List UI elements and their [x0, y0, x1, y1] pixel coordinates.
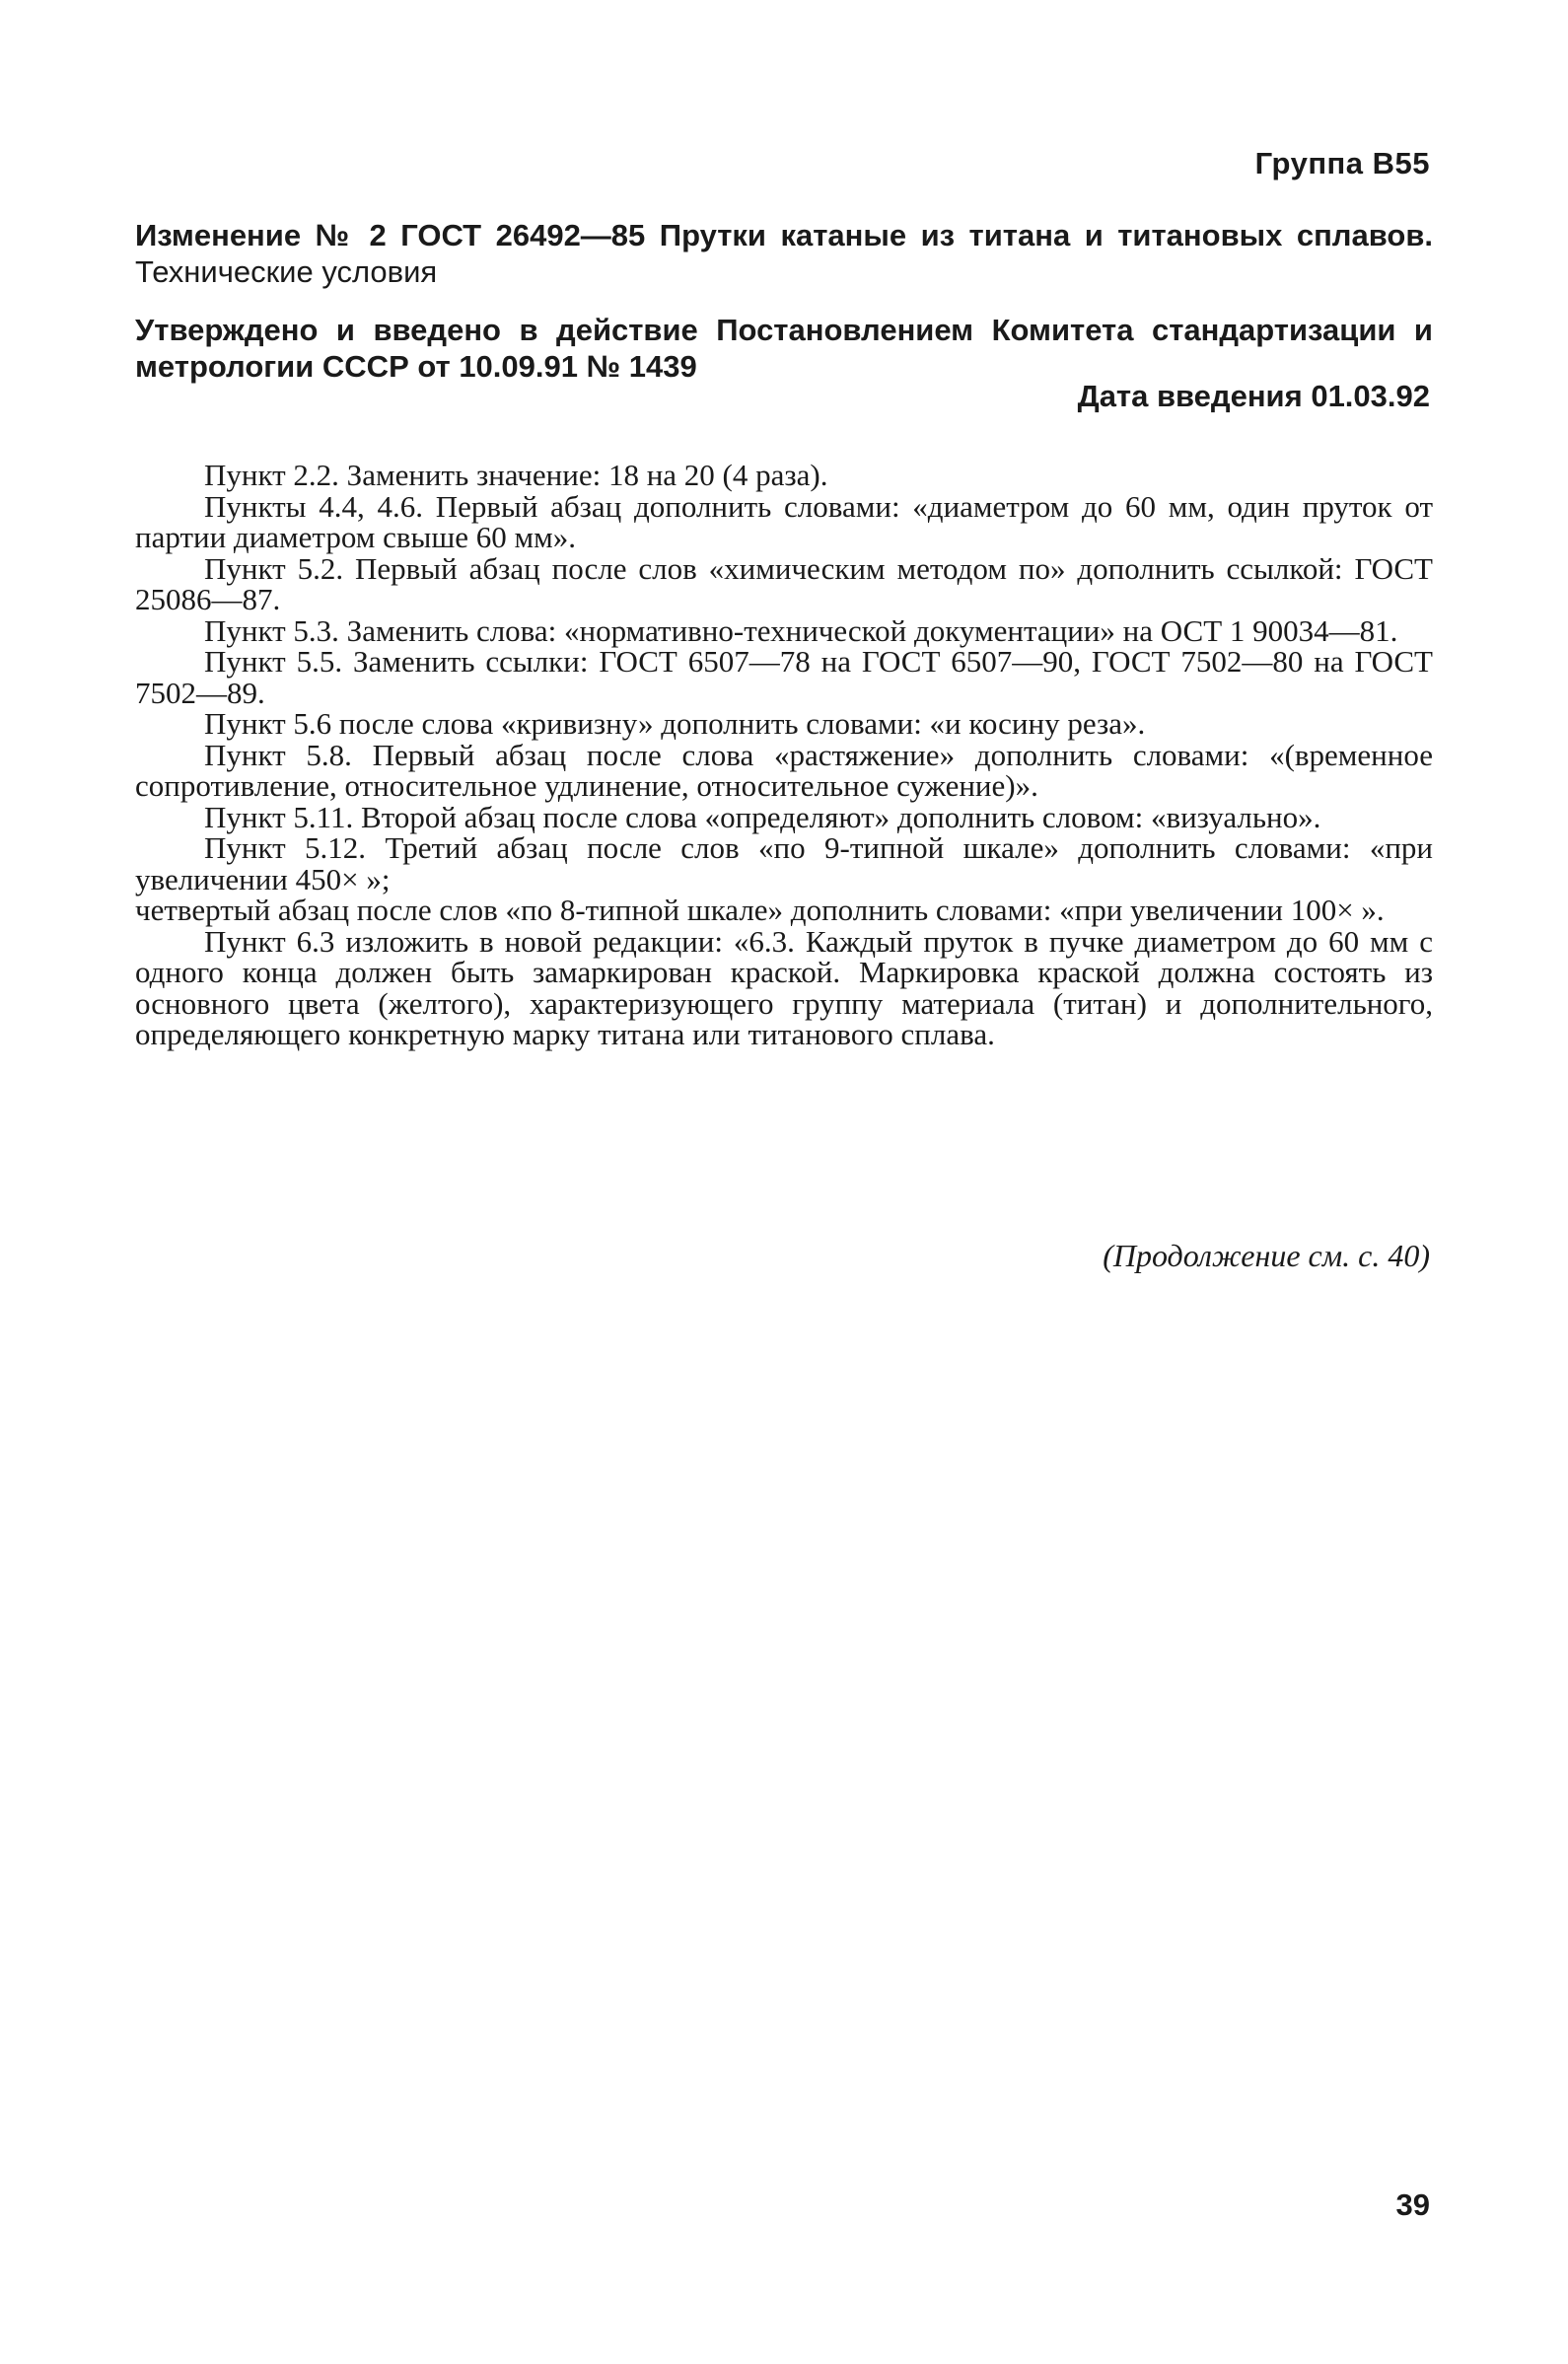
paragraph: Пункт 2.2. Заменить значение: 18 на 20 (4 раза). [204, 458, 828, 492]
change-title-rest: Технические условия [135, 254, 438, 289]
paragraph: Пункт 6.3 изложить в новой редакции: «6.3. Каждый пруток в пучке диаметром до 60 мм с одного конца должен быть замаркирован краской. Маркировка краской должна состоять из основного цвета (желтого), характеризующего группу материала (титан) и дополнительного, определяющего конкретную марку титана или титанового сплава. [135, 923, 1433, 1051]
paragraph: Пункты 4.4, 4.6. Первый абзац дополнить словами: «диаметром до 60 мм, один пруток от партии диаметром свыше 60 мм». [135, 488, 1433, 554]
group-label: Группа В55 [1254, 146, 1430, 180]
change-title-bold: Изменение № 2 ГОСТ 26492—85 Прутки катаные из титана и титановых сплавов. [135, 218, 1433, 252]
effective-date-label: Дата введения [1077, 379, 1312, 413]
effective-date [1078, 379, 1430, 414]
paragraph: Пункт 5.8. Первый абзац после слова «растяжение» дополнить словами: «(временное сопротивление, относительное удлинение, относительное сужение)». [135, 737, 1433, 803]
approval-statement: Утверждено и введено в действие Постановлением Комитета стандартизации и метрологии СССР от 10.09.91 № 1439 [135, 313, 1433, 384]
paragraph: Пункт 5.3. Заменить слова: «нормативно-технической документации» на ОСТ 1 90034—81. [204, 612, 1398, 648]
amendment-text [135, 460, 1433, 1050]
paragraph: Пункт 5.2. Первый абзац после слов «химическим методом по» дополнить ссылкой: ГОСТ 25086—87. [135, 550, 1433, 616]
paragraph: Пункт 5.6 после слова «кривизну» дополнить словами: «и косину реза». [204, 706, 1146, 741]
paragraph: Пункт 5.12. Третий абзац после слов «по 9-типной шкале» дополнить словами: «при увеличении 450× »; [135, 830, 1433, 896]
change-title [135, 217, 1433, 290]
paragraph: Пункт 5.11. Второй абзац после слова «определяют» дополнить словом: «визуально». [204, 799, 1321, 834]
effective-date-value: 01.03.92 [1311, 379, 1430, 413]
continuation-note: (Продолжение см. с. 40) [1103, 1238, 1430, 1273]
page-number: 39 [1395, 2187, 1430, 2222]
paragraph: Пункт 5.5. Заменить ссылки: ГОСТ 6507—78 на ГОСТ 6507—90, ГОСТ 7502—80 на ГОСТ 7502—89. [135, 644, 1433, 710]
paragraph: четвертый абзац после слов «по 8-типной шкале» дополнить словами: «при увеличении 100× ». [135, 893, 1385, 927]
